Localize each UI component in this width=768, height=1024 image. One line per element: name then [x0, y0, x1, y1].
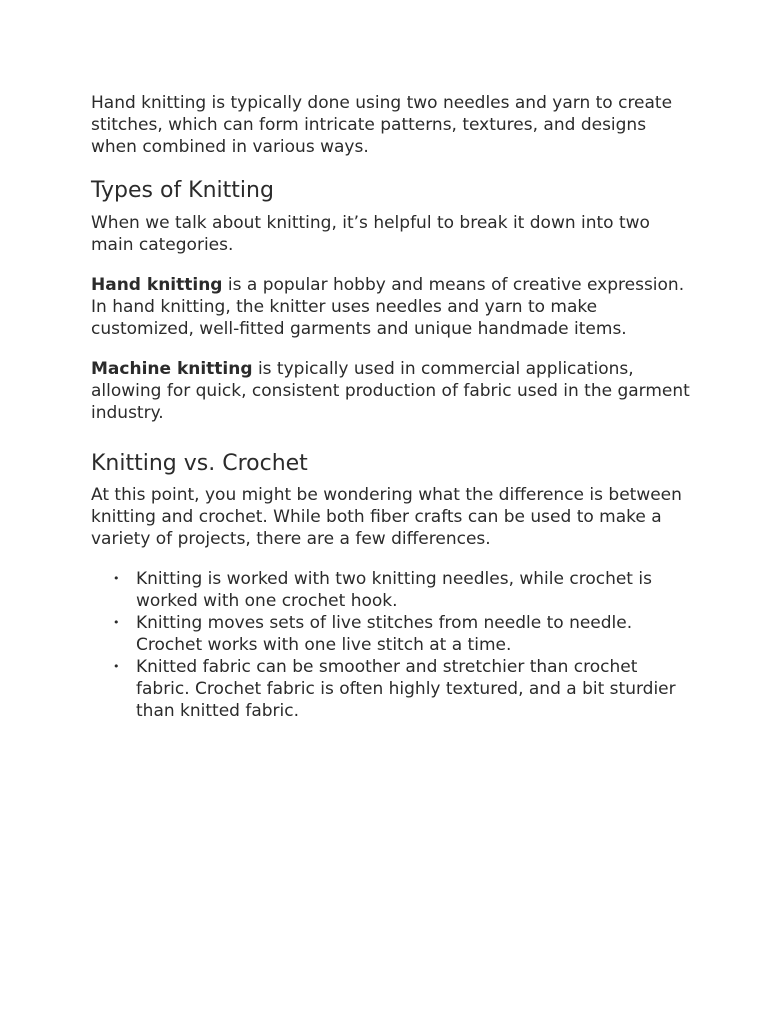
- document-page: [91, 92, 691, 722]
- list-item: [91, 612, 691, 656]
- machine-knitting-term: Machine knitting: [91, 359, 253, 379]
- list-item: [91, 656, 691, 722]
- hand-knitting-text: is a popular hobby and means of creative expression. In hand knitting, the knitter uses needles and yarn to make customized, well-fitted garments and unique handmade items.: [91, 275, 685, 339]
- list-item-text: Knitting is worked with two knitting needles, while crochet is worked with one crochet hook.: [136, 569, 652, 611]
- machine-knitting-paragraph: [91, 358, 691, 424]
- list-item: [91, 568, 691, 612]
- types-intro-paragraph: When we talk about knitting, it’s helpful to break it down into two main categories.: [91, 213, 650, 255]
- differences-intro-paragraph: At this point, you might be wondering what the difference is between knitting and crochet. While both fiber crafts can be used to make a variety of projects, there are a few differences.: [91, 485, 682, 549]
- bullet-icon: •: [113, 660, 120, 673]
- hand-knitting-paragraph: [91, 274, 691, 340]
- bullet-icon: •: [113, 616, 120, 629]
- intro-paragraph: Hand knitting is typically done using two needles and yarn to create stitches, which can form intricate patterns, textures, and designs when combined in various ways.: [91, 93, 673, 157]
- heading-types-of-knitting: Types of Knitting: [91, 178, 274, 203]
- bullet-icon: •: [113, 572, 120, 585]
- machine-knitting-text: is typically used in commercial applications, allowing for quick, consistent production of fabric used in the garment industry.: [91, 359, 690, 423]
- heading-knitting-vs-crochet: Knitting vs. Crochet: [91, 451, 308, 476]
- list-item-text: Knitting moves sets of live stitches from needle to needle. Crochet works with one live stitch at a time.: [136, 613, 633, 655]
- hand-knitting-term: Hand knitting: [91, 275, 223, 295]
- list-item-text: Knitted fabric can be smoother and stretchier than crochet fabric. Crochet fabric is often highly textured, and a bit sturdier than knitted fabric.: [136, 657, 676, 721]
- differences-list: [91, 568, 691, 722]
